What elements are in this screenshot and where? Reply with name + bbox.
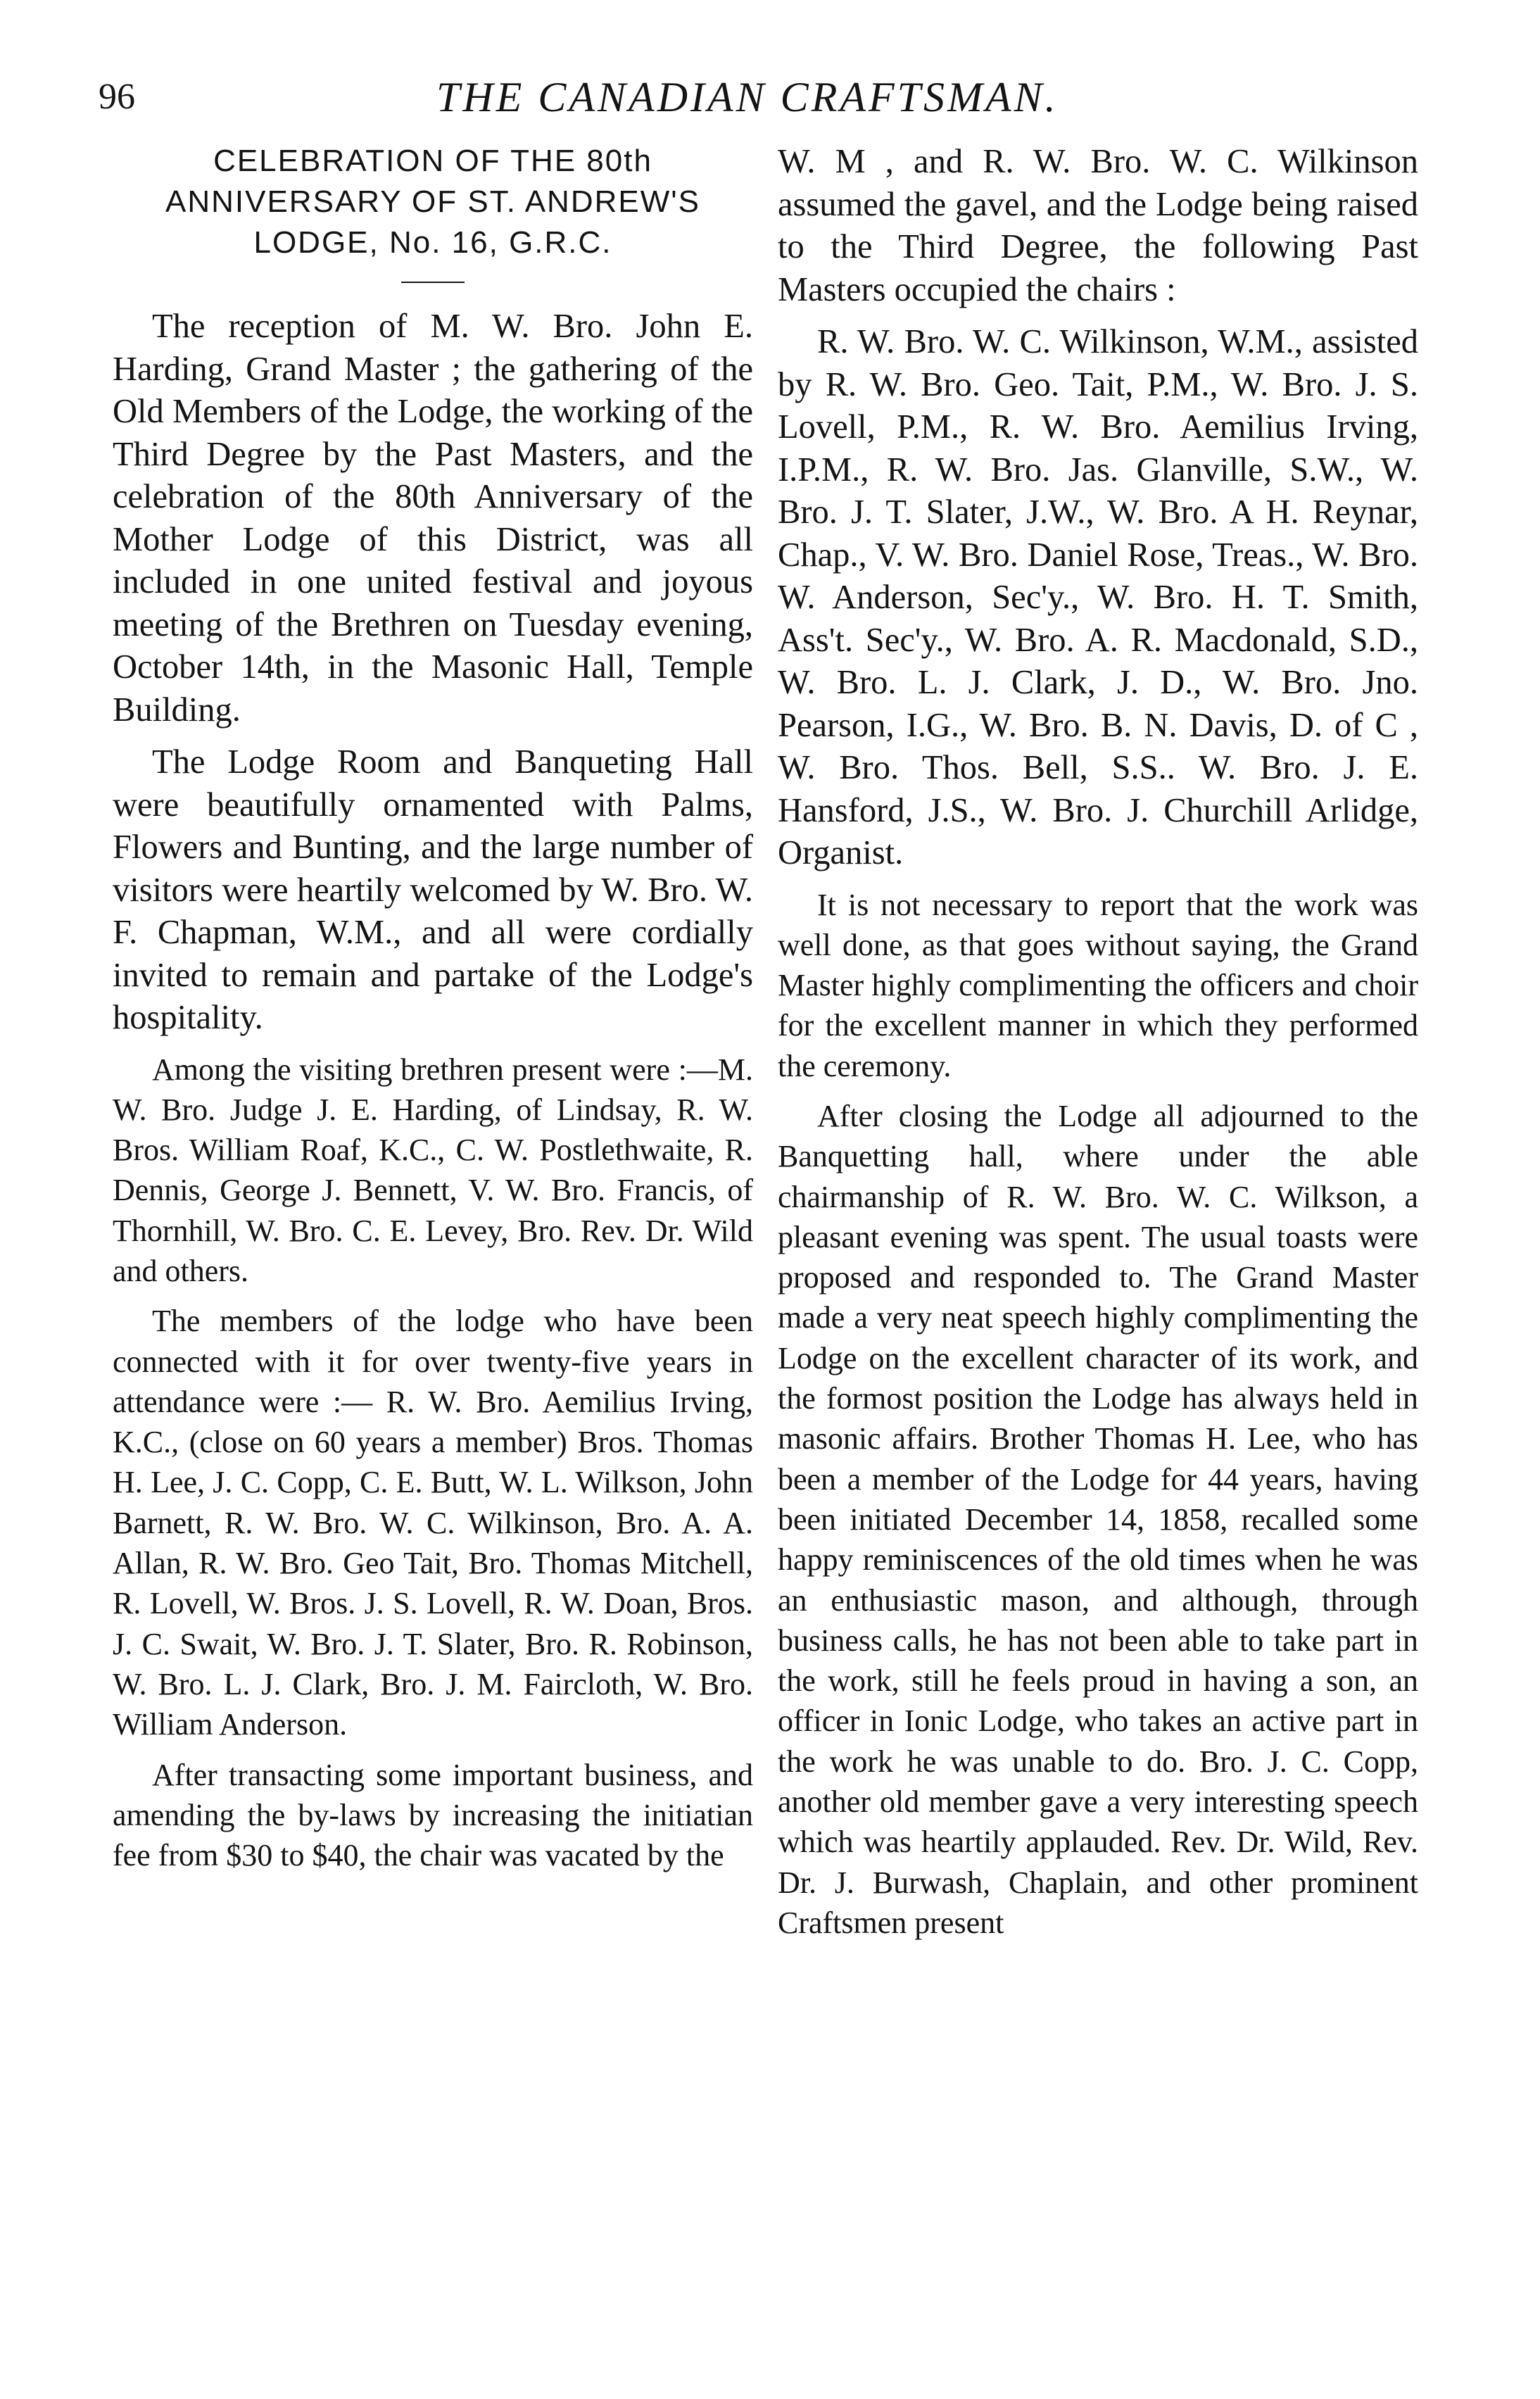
page-number: 96 xyxy=(99,77,135,117)
article-title: CELEBRATION OF THE 80th ANNIVERSARY OF ST. ANDREW'S LODGE, No. 16, G.R.C. xyxy=(165,144,701,260)
left-column xyxy=(113,141,753,1885)
paragraph-gavel: W. M , and R. W. Bro. W. C. Wilkinson assumed the gavel, and the Lodge being raised to the Third Degree, the following Past Masters occupied the chairs : xyxy=(778,143,1418,308)
paragraph-visiting-brethren: Among the visiting brethren present were :—M. W. Bro. Judge J. E. Harding, of Lindsay, R. W. Bros. William Roaf, K.C., C. W. Postlethwaite, R. Dennis, George J. Bennett, V. W. Bro. Francis, of Thornhill, W. Bro. C. E. Levey, Bro. Rev. Dr. Wild and others. xyxy=(113,1052,753,1288)
paragraph-officers-list: R. W. Bro. W. C. Wilkinson, W.M., assisted by R. W. Bro. Geo. Tait, P.M., W. Bro. J. S. Lovell, P.M., R. W. Bro. Aemilius Irving, I.P.M., R. W. Bro. Jas. Glanville, S.W., W. Bro. J. T. Slater, J.W., W. Bro. A H. Reynar, Chap., V. W. Bro. Daniel Rose, Treas., W. Bro. W. Anderson, Sec'y., W. Bro. H. T. Smith, Ass't. Sec'y., W. Bro. A. R. Macdonald, S.D., W. Bro. L. J. Clark, J. D., W. Bro. Jno. Pearson, I.G., W. Bro. B. N. Davis, D. of C , W. Bro. Thos. Bell, S.S.. W. Bro. J. E. Hansford, J.S., W. Bro. J. Churchill Arlidge, Organist. xyxy=(778,323,1418,871)
running-head: THE CANADIAN CRAFTSMAN. xyxy=(436,74,1059,120)
right-column xyxy=(778,141,1418,1953)
paragraph-banquet: After closing the Lodge all adjourned to the Banquetting hall, where under the able chairmanship of R. W. Bro. W. C. Wilkson, a pleasant evening was spent. The usual toasts were proposed and responded to. The Grand Master made a very neat speech highly complimenting the Lodge on the excellent character of its work, and the formost position the Lodge has always held in masonic affairs. Brother Thomas H. Lee, who has been a member of the Lodge for 44 years, having been initiated December 14, 1858, recalled some happy reminiscences of the old times when he was an enthusiastic mason, and although, through business calls, he has not been able to take part in the work, still he feels proud in having a son, an officer in Ionic Lodge, who takes an active part in the work he was unable to do. Bro. J. C. Copp, another old member gave a very interesting speech which was heartily applauded. Rev. Dr. Wild, Rev. Dr. J. Burwash, Chaplain, and other prominent Craftsmen present xyxy=(778,1098,1418,1940)
paragraph-work-done: It is not necessary to report that the work was well done, as that goes without saying, the Grand Master highly complimenting the officers and choir for the excellent manner in which they performed the ceremony. xyxy=(778,887,1418,1083)
title-rule xyxy=(401,282,465,283)
paragraph-old-members: The members of the lodge who have been connected with it for over twenty-five years in attendance were :— R. W. Bro. Aemilius Irving, K.C., (close on 60 years a member) Bros. Thomas H. Lee, J. C. Copp, C. E. Butt, W. L. Wilkson, John Barnett, R. W. Bro. W. C. Wilkinson, Bro. A. A. Allan, R. W. Bro. Geo Tait, Bro. Thomas Mitchell, R. Lovell, W. Bros. J. S. Lovell, R. W. Doan, Bros. J. C. Swait, W. Bro. J. T. Slater, Bro. R. Robinson, W. Bro. L. J. Clark, Bro. J. M. Faircloth, W. Bro. William Anderson. xyxy=(113,1304,753,1742)
paragraph-lodge-room: The Lodge Room and Banqueting Hall were beautifully ornamented with Palms, Flowers and Bunting, and the large number of visitors were heartily welcomed by W. Bro. W. F. Chapman, W.M., and all were cordially invited to remain and partake of the Lodge's hospitality. xyxy=(113,743,753,1036)
paragraph-business: After transacting some important business, and amending the by-laws by increasing the initiatian fee from $30 to $40, the chair was vacated by the xyxy=(113,1757,753,1873)
paragraph-reception: The reception of M. W. Bro. John E. Harding, Grand Master ; the gathering of the Old Members of the Lodge, the working of the Third Degree by the Past Masters, and the celebration of the 80th Anniversary of the Mother Lodge of this District, was all included in one united festival and joyous meeting of the Brethren on Tuesday evening, October 14th, in the Masonic Hall, Temple Building. xyxy=(113,308,753,729)
page-header xyxy=(99,69,1450,125)
